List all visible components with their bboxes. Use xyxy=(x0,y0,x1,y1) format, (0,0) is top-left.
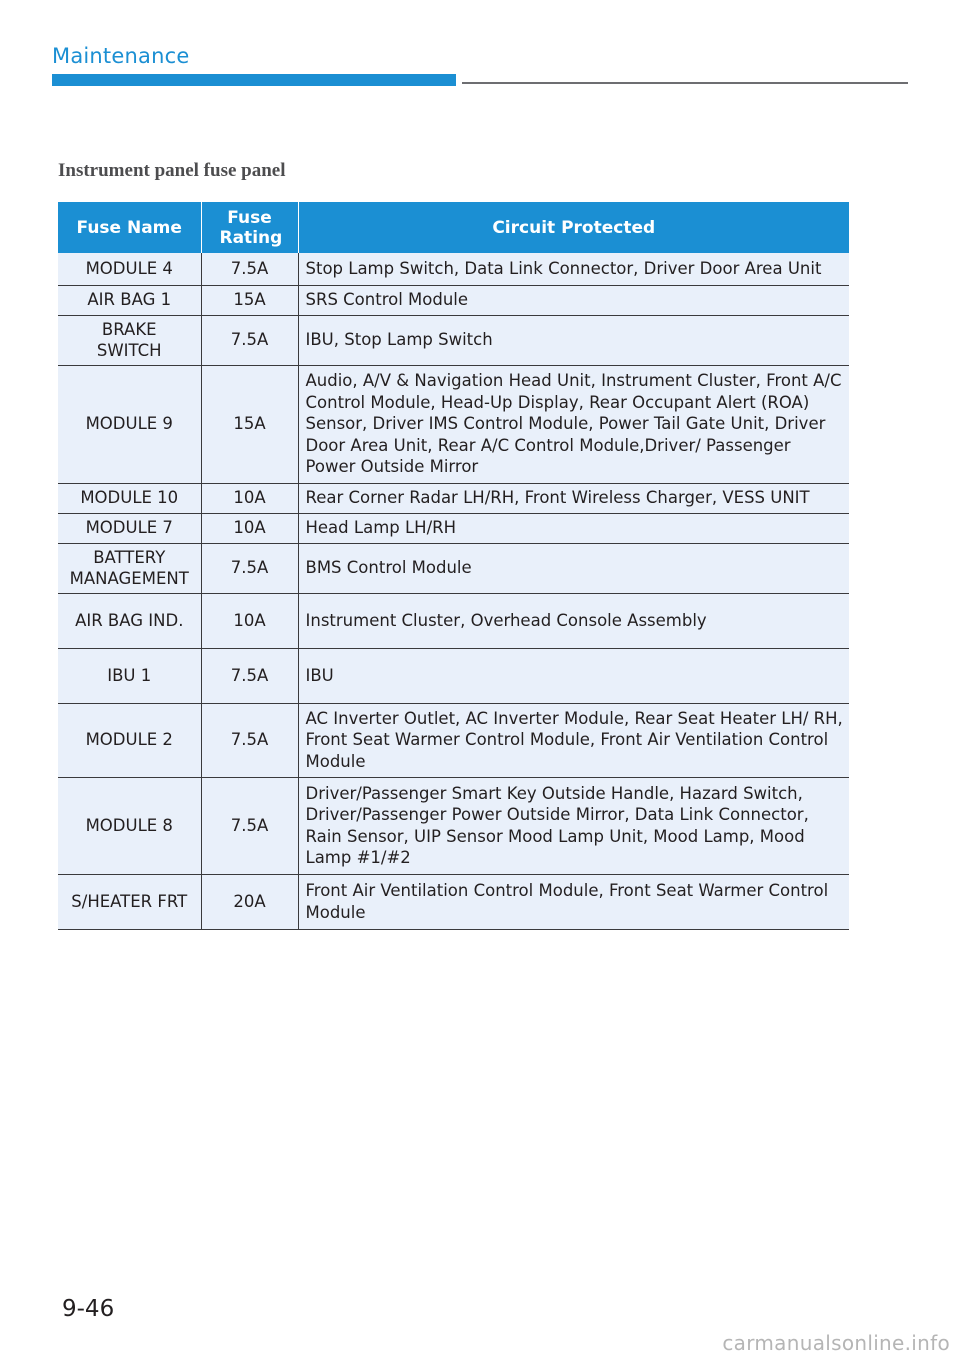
fuse-name-cell: MODULE 2 xyxy=(58,703,201,777)
fuse-name-cell: BATTERY MANAGEMENT xyxy=(58,543,201,593)
table-row xyxy=(58,483,849,513)
table-row xyxy=(58,648,849,703)
table-row xyxy=(58,253,849,285)
panel-title: Instrument panel fuse panel xyxy=(58,160,286,181)
fuse-rating-cell: 10A xyxy=(201,483,298,513)
fuse-rating-cell: 20A xyxy=(201,874,298,929)
fuse-rating-cell: 7.5A xyxy=(201,543,298,593)
circuit-cell: Instrument Cluster, Overhead Console Assembly xyxy=(298,593,849,648)
column-header-fuse-name: Fuse Name xyxy=(58,202,201,253)
circuit-cell: SRS Control Module xyxy=(298,285,849,315)
circuit-cell: Audio, A/V & Navigation Head Unit, Instrument Cluster, Front A/C Control Module, Head-Up Display, Rear Occupant Alert (ROA) Sensor, Driver IMS Control Module, Power Tail Gate Unit, Driver Door Area Unit, Rear A/C Control Module,Driver/ Passenger Power Outside Mirror xyxy=(298,365,849,483)
table-row xyxy=(58,543,849,593)
table-row xyxy=(58,703,849,777)
circuit-cell: Stop Lamp Switch, Data Link Connector, Driver Door Area Unit xyxy=(298,253,849,285)
header-bar-accent xyxy=(52,74,456,86)
fuse-rating-cell: 7.5A xyxy=(201,315,298,365)
table-row xyxy=(58,874,849,929)
fuse-rating-cell: 10A xyxy=(201,513,298,543)
fuse-name-cell: MODULE 4 xyxy=(58,253,201,285)
table-row xyxy=(58,593,849,648)
fuse-name-cell: MODULE 10 xyxy=(58,483,201,513)
page-number: 9-46 xyxy=(62,1296,115,1322)
fuse-name-cell: IBU 1 xyxy=(58,648,201,703)
circuit-cell: Head Lamp LH/RH xyxy=(298,513,849,543)
circuit-cell: IBU xyxy=(298,648,849,703)
fuse-name-cell: MODULE 8 xyxy=(58,777,201,874)
fuse-name-cell: MODULE 7 xyxy=(58,513,201,543)
column-header-fuse-rating: Fuse Rating xyxy=(201,202,298,253)
watermark: carmanualsonline.info xyxy=(722,1331,950,1355)
fuse-name-cell: AIR BAG IND. xyxy=(58,593,201,648)
circuit-cell: Driver/Passenger Smart Key Outside Handle, Hazard Switch, Driver/Passenger Power Outside Mirror, Data Link Connector, Rain Sensor, UIP Sensor Mood Lamp Unit, Mood Lamp, Mood Lamp #1/#2 xyxy=(298,777,849,874)
table-row xyxy=(58,777,849,874)
table-row xyxy=(58,365,849,483)
header-divider xyxy=(462,82,908,84)
section-title: Maintenance xyxy=(52,44,190,68)
table-header-row xyxy=(58,202,849,253)
circuit-cell: IBU, Stop Lamp Switch xyxy=(298,315,849,365)
fuse-rating-cell: 7.5A xyxy=(201,703,298,777)
fuse-rating-cell: 15A xyxy=(201,365,298,483)
fuse-rating-cell: 7.5A xyxy=(201,777,298,874)
table-row xyxy=(58,315,849,365)
circuit-cell: AC Inverter Outlet, AC Inverter Module, Rear Seat Heater LH/ RH, Front Seat Warmer Control Module, Front Air Ventilation Control Module xyxy=(298,703,849,777)
fuse-rating-cell: 7.5A xyxy=(201,253,298,285)
fuse-name-cell: AIR BAG 1 xyxy=(58,285,201,315)
fuse-rating-cell: 10A xyxy=(201,593,298,648)
circuit-cell: Front Air Ventilation Control Module, Front Seat Warmer Control Module xyxy=(298,874,849,929)
fuse-rating-cell: 15A xyxy=(201,285,298,315)
column-header-circuit-protected: Circuit Protected xyxy=(298,202,849,253)
fuse-name-cell: S/HEATER FRT xyxy=(58,874,201,929)
fuse-table xyxy=(58,202,849,930)
fuse-name-cell: BRAKE SWITCH xyxy=(58,315,201,365)
fuse-rating-cell: 7.5A xyxy=(201,648,298,703)
circuit-cell: Rear Corner Radar LH/RH, Front Wireless Charger, VESS UNIT xyxy=(298,483,849,513)
table-row xyxy=(58,513,849,543)
table-row xyxy=(58,285,849,315)
circuit-cell: BMS Control Module xyxy=(298,543,849,593)
fuse-name-cell: MODULE 9 xyxy=(58,365,201,483)
